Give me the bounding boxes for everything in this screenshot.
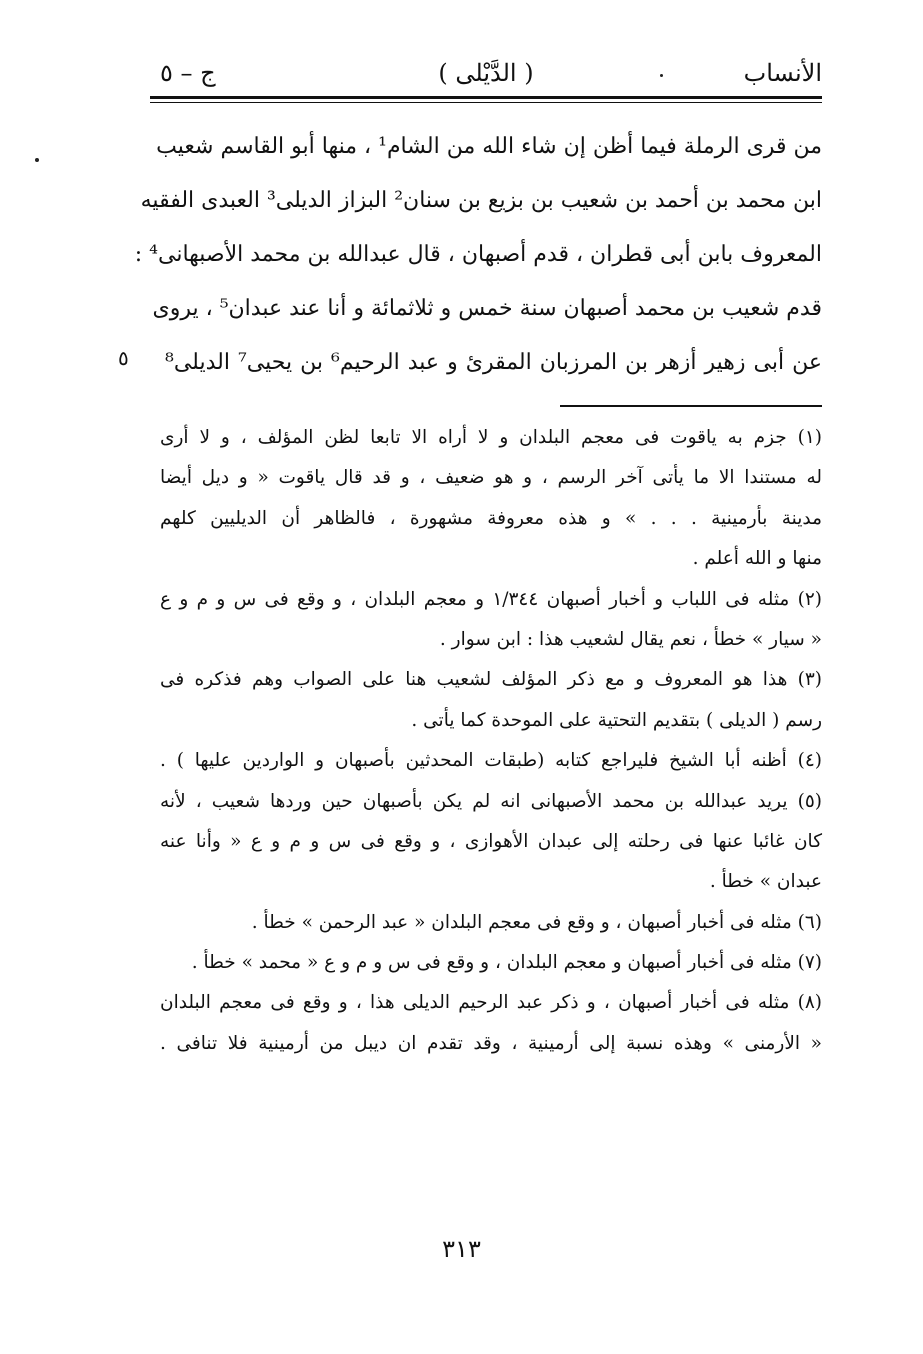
footnote-line: (٨) مثله فى أخبار أصبهان ، و ذكر عبد الرحيم الديلى هذا ، و وقع فى معجم البلدان [160,992,822,1014]
footnote-line: كان غائبا عنها فى رحلته إلى عبدان الأهوازى ، و وقع فى س و م و ع « وأنا عنه [160,830,822,852]
footnote-line: (٥) يريد عبدالله بن محمد الأصبهانى انه لم يكن بأصبهان حين وردها شعيب ، لأنه [160,790,822,812]
footnote-separator [560,405,822,407]
scan-speck [35,158,39,162]
header-book-title: الأنساب [743,59,822,87]
header-rule-thin [150,102,822,103]
footnote-line: منها و الله أعلم . [692,548,822,570]
footnote-line: عبدان » خطأ . [709,871,822,893]
footnote-line: « سيار » خطأ ، نعم يقال لشعيب هذا : ابن سوار . [439,628,822,650]
line-number-marker: ٥ [118,346,129,370]
header-volume: ج – ٥ [160,59,216,87]
running-header [150,50,822,100]
main-line: قدم شعيب بن محمد أصبهان سنة خمس و ثلاثمائة و أنا عند عبدان⁵ ، يروى [152,296,822,321]
header-entry-title: ( الدَّيْلى ) [438,59,534,87]
footnote-line: (٢) مثله فى اللباب و أخبار أصبهان ١/٣٤٤ و معجم البلدان ، و وقع فى س و م و ع [160,588,822,610]
footnote-line: (٣) هذا هو المعروف و مع ذكر المؤلف لشعيب هنا على الصواب وهم فذكره فى [160,669,822,691]
header-rule-thick [150,96,822,99]
main-text [134,120,822,390]
main-line: المعروف بابن أبى قطران ، قدم أصبهان ، قال عبدالله بن محمد الأصبهانى⁴ : [134,242,822,267]
footnote-line: (٤) أظنه أبا الشيخ فليراجع كتابه (طبقات المحدثين بأصبهان و الواردين عليها ) . [160,750,822,772]
footnote-line: له مستندا الا ما يأتى آخر الرسم ، و هو ضعيف ، و قد قال ياقوت « و ديل أيضا [160,467,822,489]
footnote-line: رسم ( الديلى ) بتقديم التحتية على الموحدة كما يأتى . [411,709,822,731]
main-line: عن أبى زهير أزهر بن المرزبان المقرئ و عبد الرحيم⁶ بن يحيى⁷ الديلى⁸ [165,350,822,375]
footnotes [160,418,822,1064]
page-number: ٣١٣ [442,1235,481,1263]
footnote-line: « الأرمنى » وهذه نسبة إلى أرمينية ، وقد تقدم ان ديبل من أرمينية فلا تنافى . [160,1032,822,1054]
footnote-line: مدينة بأرمينية . . . » و هذه معروفة مشهورة ، فالظاهر أن الديليين كلهم [160,507,822,529]
footnote-line: (٧) مثله فى أخبار أصبهان و معجم البلدان ، و وقع فى س و م و ع « محمد » خطأ . [191,952,822,974]
footnote-line: (٦) مثله فى أخبار أصبهان ، و وقع فى معجم البلدان « عبد الرحمن » خطأ . [251,911,822,933]
main-line: ابن محمد بن أحمد بن شعيب بن بزيع بن سنان² البزاز الديلى³ العبدى الفقيه [140,188,822,213]
main-line: من قرى الرملة فيما أظن إن شاء الله من الشام¹ ، منها أبو القاسم شعيب [156,134,822,159]
scan-speck [660,74,663,77]
footnote-line: (١) جزم به ياقوت فى معجم البلدان و لا أراه الا تابعا لظن المؤلف ، و لا أرى [160,427,822,448]
